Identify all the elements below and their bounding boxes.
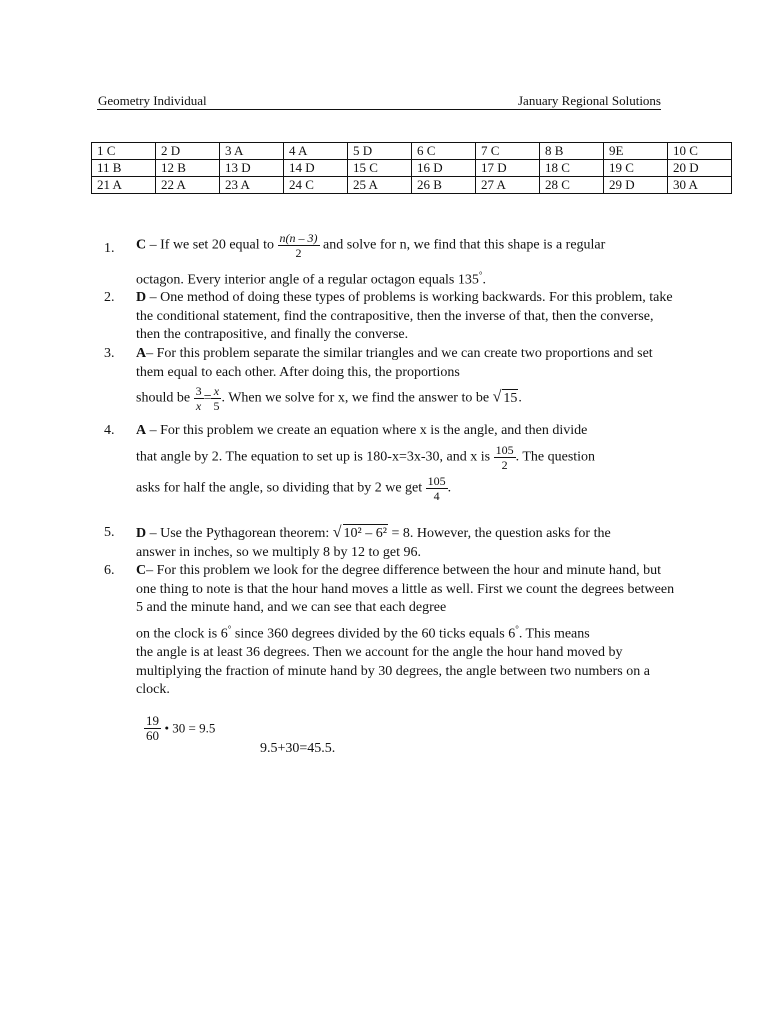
solution-text: – One method of doing these types of problems is working backwards. For this problem, take the conditional statement, find the contrapositive, then the inverse of that, then the converse, then the contrapositive, and finally the converse. xyxy=(136,290,673,343)
fraction: $\frac{105}{2}$ xyxy=(495,442,514,472)
answer-letter: D xyxy=(136,290,147,305)
answer-key-cell: 22 A xyxy=(156,177,220,194)
solution-number: 6. xyxy=(104,563,115,578)
answer-key-cell: 11 B xyxy=(92,160,156,177)
header-title: Geometry Individual xyxy=(98,93,207,108)
answer-key-cell: 9E xyxy=(604,143,668,160)
answer-key-cell: 26 B xyxy=(412,177,476,194)
answer-letter: C xyxy=(136,563,147,578)
degree-symbol: ° xyxy=(478,270,483,280)
answer-key-cell: 28 C xyxy=(540,177,604,194)
fraction: $\frac{19}{60}$ xyxy=(146,713,159,743)
answer-key-cell: 6 C xyxy=(412,143,476,160)
answer-key-cell: 23 A xyxy=(220,177,284,194)
answer-key-cell: 15 C xyxy=(348,160,412,177)
answer-key-table xyxy=(91,142,732,194)
angle-value: 135 xyxy=(457,272,479,288)
answer-key-row xyxy=(92,160,732,177)
answer-key-cell: 18 C xyxy=(540,160,604,177)
answer-key-cell: 25 A xyxy=(348,177,412,194)
page-header xyxy=(97,93,661,110)
answer-key-cell: 19 C xyxy=(604,160,668,177)
solution-text: – For this problem we create an equation where x is the angle, and then divide xyxy=(146,423,588,438)
solution-number: 3. xyxy=(104,346,115,361)
fraction: $\frac{3}{x}$ xyxy=(195,384,202,414)
answer-key-cell: 1 C xyxy=(92,143,156,160)
square-root: 15 xyxy=(502,389,518,409)
answer-key-cell: 24 C xyxy=(284,177,348,194)
solution-number: 1. xyxy=(104,241,115,256)
answer-key-cell: 17 D xyxy=(476,160,540,177)
answer-letter: A xyxy=(136,423,147,438)
answer-key-cell: 8 B xyxy=(540,143,604,160)
answer-key-cell: 10 C xyxy=(668,143,732,160)
answer-key-cell: 27 A xyxy=(476,177,540,194)
answer-letter: C xyxy=(136,237,147,253)
answer-key-cell: 2 D xyxy=(156,143,220,160)
solution-text: octagon. Every interior angle of a regular octagon equals xyxy=(136,272,458,288)
fraction: $\frac{105}{4}$ xyxy=(427,473,446,503)
answer-key-cell: 16 D xyxy=(412,160,476,177)
answer-key-cell: 13 D xyxy=(220,160,284,177)
calculation-block xyxy=(144,714,215,743)
answer-letter: D xyxy=(136,526,147,541)
calculation-expression: • 30 = 9.5 xyxy=(164,720,216,736)
answer-key-cell: 3 A xyxy=(220,143,284,160)
header-subtitle: January Regional Solutions xyxy=(518,93,661,108)
answer-key-cell: 5 D xyxy=(348,143,412,160)
answer-letter: A xyxy=(136,346,147,361)
fraction: $\frac{x}{5}$ xyxy=(213,384,220,414)
solution-text: – If we set 20 equal to xyxy=(146,237,278,253)
solution-number: 5. xyxy=(104,525,115,540)
answer-key-row xyxy=(92,143,732,160)
square-root: 10² – 6² xyxy=(343,524,388,544)
answer-key-cell: 4 A xyxy=(284,143,348,160)
answer-key-cell: 7 C xyxy=(476,143,540,160)
solution-number: 2. xyxy=(104,290,115,305)
answer-key-cell: 20 D xyxy=(668,160,732,177)
solution-number: 4. xyxy=(104,423,115,438)
answer-key-cell: 12 B xyxy=(156,160,220,177)
solution-text: and solve for n, we find that this shape is a regular xyxy=(319,237,606,253)
answer-key-row xyxy=(92,177,732,194)
solution-text: – For this problem we look for the degree difference between the hour and minute hand, but one thing to note is that the hour hand moves a little as well. First we count the degrees between 5 and the minute hand, and we can see that each degree xyxy=(136,563,675,616)
fraction: $\frac{n(n - 3)}{2}$ xyxy=(279,231,318,260)
answer-key-cell: 14 D xyxy=(284,160,348,177)
answer-key-cell: 21 A xyxy=(92,177,156,194)
answer-key-cell: 30 A xyxy=(668,177,732,194)
answer-key-cell: 29 D xyxy=(604,177,668,194)
solution-text: – For this problem separate the similar triangles and we can create two proportions and set them equal to each other. After doing this, the proportions xyxy=(136,346,653,380)
calculation-result: 9.5+30=45.5. xyxy=(260,741,336,756)
